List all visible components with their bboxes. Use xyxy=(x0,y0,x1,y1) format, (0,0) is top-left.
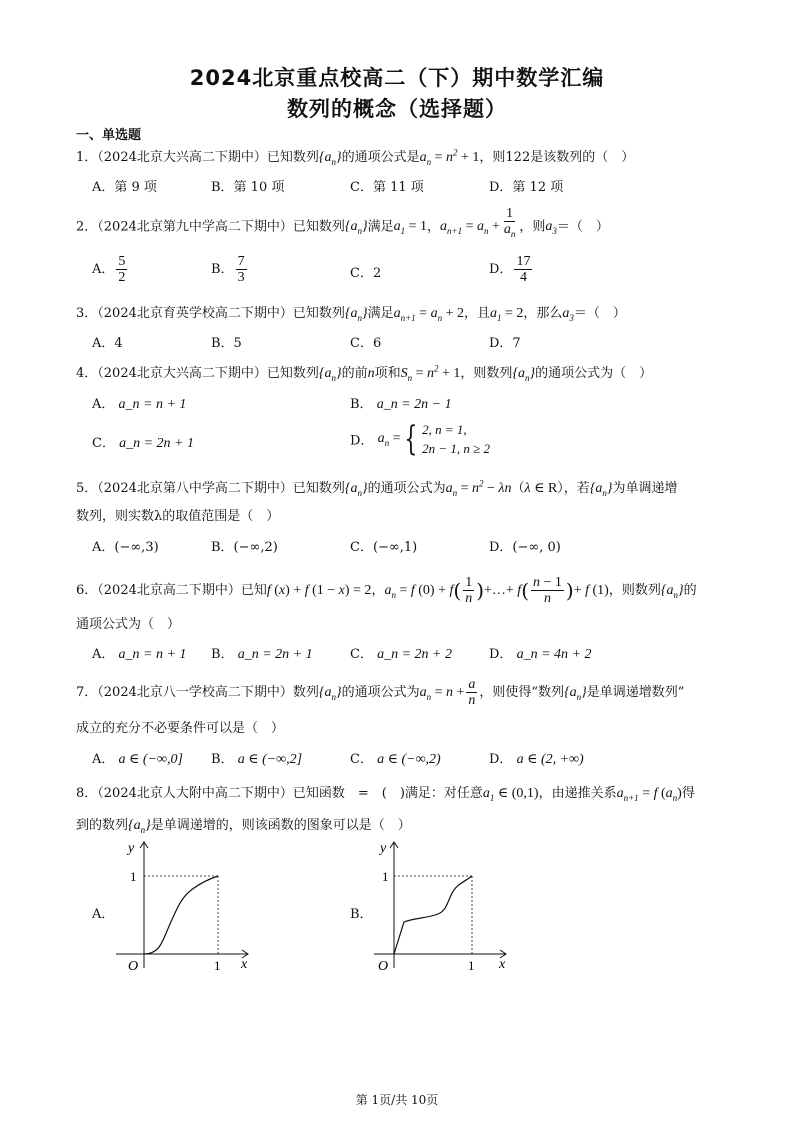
q6-option-c: C． a_n = 2n + 2 xyxy=(350,647,452,662)
page-footer: 第 1页/共 10页 xyxy=(355,1093,439,1107)
y-label: y xyxy=(380,841,387,856)
x-label: x xyxy=(241,957,248,972)
q6-option-d: D． a_n = 4n + 2 xyxy=(489,647,592,662)
section-title: 一、单选题 xyxy=(76,128,142,143)
q2-option-d: D． $\frac{17}{4}$ xyxy=(489,254,531,285)
q8-option-b-label: B． xyxy=(350,907,373,922)
question-3-stem: 3．（2024北京育英学校高二下期中）已知数列$\{a_n\}$满足$a_{n+1} = a_n + 2$，且$a_1 = 2$，那么$a_3=$（ ） xyxy=(76,306,626,323)
question-6-stem-line2: 通项公式为（ ） xyxy=(76,617,181,632)
origin-label: O xyxy=(378,959,389,973)
question-5-stem: 5．（2024北京第八中学高二下期中）已知数列$\{a_n\}$的通项公式为$a_n = n^2 - \lambda n(\lambda$ ∈ R），若$\{a_n\}$为单调递增 xyxy=(76,478,678,498)
q7-option-c: C． a ∈ (−∞,2) xyxy=(350,752,441,767)
q3-option-a: A．4 xyxy=(92,336,123,351)
function-curve xyxy=(394,876,472,954)
y-label: y xyxy=(128,841,135,856)
y-one-label: 1 xyxy=(382,869,389,884)
q6-option-b: B． a_n = 2n + 1 xyxy=(211,647,313,662)
origin-label: O xyxy=(128,959,139,973)
q5-option-a: A．(−∞,3) xyxy=(92,540,159,555)
question-7-stem: 7．（2024北京八一学校高二下期中）数列$\{a_n\}$的通项公式为$a_n = n$ + $\frac{a}{n}$ ，则使得“数列$\{a_n\}$是单调递增数列” xyxy=(76,677,685,708)
q7-option-a: A． a ∈ (−∞,0] xyxy=(92,752,183,767)
q3-option-c: C．6 xyxy=(350,336,382,351)
q8-option-a-label: A． xyxy=(92,907,115,922)
q8-graph-a xyxy=(112,838,262,973)
question-4-stem: 4．（2024北京大兴高二下期中）已知数列$\{a_n\}$的前n项和$S_n = n^2 + 1$，则数列$\{a_n\}$的通项公式为（ ） xyxy=(76,363,653,383)
q4-option-a: A． a_n = n + 1 xyxy=(92,397,187,412)
question-6-stem: 6．（2024北京高二下期中）已知f (x) + f (1 − x) = 2，$a_n = f$ (0) + f( $\frac{1}{n}$ )+…+ f( $\frac{n - 1}{n}$ )+ f (1)，则数列$\{a_n\}$的 xyxy=(76,575,697,606)
question-8-stem: 8．（2024北京人大附中高二下期中）已知函数 = ( )满足：对任意$a_1$ ∈ (0,1)，由递推关系$a_{n+1} = f$ $(a_n)$得 xyxy=(76,786,695,803)
q3-option-b: B．5 xyxy=(211,336,242,351)
y-one-label: 1 xyxy=(130,869,137,884)
page-title-line2: 数列的概念（选择题） xyxy=(287,97,507,121)
q1-option-a: A．第 9 项 xyxy=(92,180,157,195)
q2-option-a: A． $\frac{5}{2}$ xyxy=(92,254,126,285)
q4-option-c: C． a_n = 2n + 1 xyxy=(92,436,194,451)
q5-option-b: B．(−∞,2) xyxy=(211,540,278,555)
q6-option-a: A． a_n = n + 1 xyxy=(92,647,187,662)
q1-option-c: C．第 11 项 xyxy=(350,180,424,195)
question-7-stem-line2: 成立的充分不必要条件可以是（ ） xyxy=(76,721,285,736)
question-1-stem: 1．（2024北京大兴高二下期中）已知数列$\{a_n\}$的通项公式是$a_n = n^2 + 1$，则122是该数列的（ ） xyxy=(76,147,635,167)
q5-option-c: C．(−∞,1) xyxy=(350,540,418,555)
question-8-stem-line2: 到的数列$\{a_n\}$是单调递增的，则该函数的图象可以是（ ） xyxy=(76,818,411,835)
x-label: x xyxy=(499,957,506,972)
question-2-stem: 2．（2024北京第九中学高二下期中）已知数列$\{a_n\}$满足$a_1 = 1$，$a_{n+1} = a_n$ + $\frac{1}{a_n}$ ，则$a_3=$（ ） xyxy=(76,206,609,239)
q4-option-d: D． $a_n$ = { 2, n = 1, 2n − 1, n ≥ 2 xyxy=(350,419,491,459)
x-one-label: 1 xyxy=(214,958,221,973)
x-one-label: 1 xyxy=(468,958,475,973)
q4-option-b: B． a_n = 2n − 1 xyxy=(350,397,452,412)
page-title-line1: 2024北京重点校高二（下）期中数学汇编 xyxy=(189,66,605,90)
q5-option-d: D．(−∞, 0) xyxy=(489,540,561,555)
function-curve xyxy=(144,876,218,954)
q3-option-d: D．7 xyxy=(489,336,521,351)
q2-option-c: C．2 xyxy=(350,266,382,281)
q7-option-d: D． a ∈ (2, +∞) xyxy=(489,752,584,767)
question-5-stem-line2: 数列，则实数λ的取值范围是（ ） xyxy=(76,509,280,524)
q2-option-b: B． $\frac{7}{3}$ xyxy=(211,254,245,285)
q8-graph-b xyxy=(370,838,520,973)
q7-option-b: B． a ∈ (−∞,2] xyxy=(211,752,303,767)
q1-option-d: D．第 12 项 xyxy=(489,180,564,195)
q1-option-b: B．第 10 项 xyxy=(211,180,285,195)
